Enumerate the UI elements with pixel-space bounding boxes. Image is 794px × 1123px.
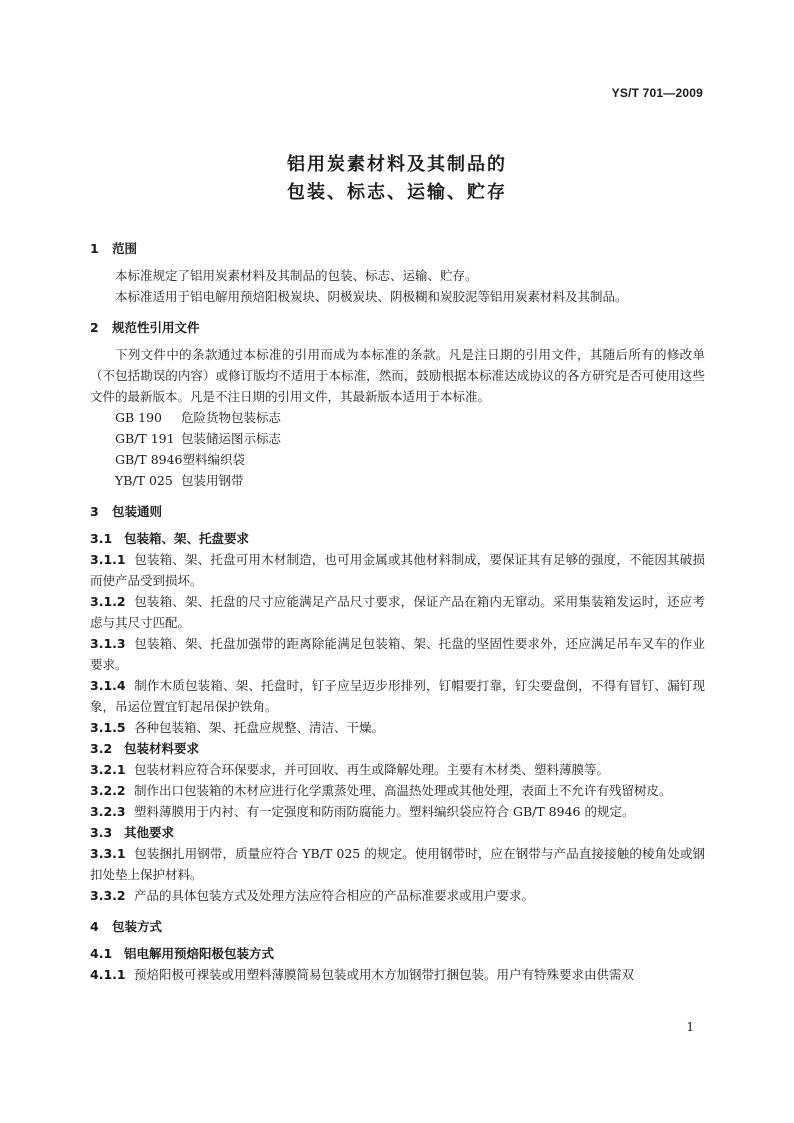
subsection-number: 3.2 — [90, 741, 113, 756]
clause-text: 包装箱、架、托盘的尺寸应能满足产品尺寸要求，保证产品在箱内无窜动。采用集装箱发运时，还应考虑与其尺寸匹配。 — [90, 594, 705, 630]
clause-number: 3.3.2 — [90, 888, 126, 903]
subsection-number: 3.1 — [90, 531, 113, 546]
section-heading-4 — [90, 916, 705, 937]
clause-number: 3.2.1 — [90, 762, 126, 777]
clause-text: 预焙阳极可裸装或用塑料薄膜简易包装或用木方加钢带打捆包装。用户有特殊要求由供需双 — [134, 967, 635, 982]
document-title-line-2: 包装、标志、运输、贮存 — [287, 182, 507, 203]
clause-3-1-2 — [90, 591, 705, 633]
clause-text: 包装捆扎用钢带，质量应符合 YB/T 025 的规定。使用钢带时，应在钢带与产品直接接触的棱角处或钢扣处垫上保护材料。 — [90, 846, 705, 882]
subsection-heading-4-1 — [90, 943, 705, 964]
clause-text: 产品的具体包装方式及处理方法应符合相应的产品标准要求或用户要求。 — [134, 888, 535, 903]
section-title: 范围 — [112, 241, 138, 256]
clause-3-1-1 — [90, 549, 705, 591]
reference-title: 包装用钢带 — [181, 473, 244, 488]
clause-3-2-1 — [90, 759, 705, 780]
subsection-title: 铝电解用预焙阳极包装方式 — [124, 946, 275, 961]
reference-code: GB/T 8946 — [115, 452, 183, 467]
subsection-number: 4.1 — [90, 946, 113, 961]
section-number: 4 — [90, 919, 99, 934]
clause-text: 制作出口包装箱的木材应进行化学熏蒸处理、高温热处理或其他处理，表面上不允许有残留树皮。 — [134, 783, 672, 798]
section-heading-2 — [90, 317, 705, 338]
clause-number: 3.1.3 — [90, 636, 126, 651]
reference-title: 包装储运图示标志 — [181, 431, 282, 446]
clause-3-1-5 — [90, 717, 705, 738]
reference-code: GB/T 191 — [115, 431, 175, 446]
clause-number: 3.1.5 — [90, 720, 126, 735]
clause-3-2-2 — [90, 780, 705, 801]
subsection-heading-3-2 — [90, 738, 705, 759]
clause-text: 各种包装箱、架、托盘应规整、清洁、干燥。 — [134, 720, 385, 735]
paragraph: 本标准适用于铝电解用预焙阳极炭块、阴极炭块、阴极糊和炭胶泥等铝用炭素材料及其制品。 — [115, 289, 628, 304]
subsection-title: 包装箱、架、托盘要求 — [124, 531, 250, 546]
paragraph: 下列文件中的条款通过本标准的引用而成为本标准的条款。凡是注日期的引用文件，其随后所有的修改单（不包括勘误的内容）或修订版均不适用于本标准，然而，鼓励根据本标准达成协议的各方研究是否可使用这些文件的最新版本。凡是不注日期的引用文件，其最新版本适用于本标准。 — [90, 347, 705, 404]
clause-text: 包装材料应符合环保要求，并可回收、再生或降解处理。主要有木材类、塑料薄膜等。 — [134, 762, 610, 777]
clause-3-3-1 — [90, 843, 705, 885]
clause-number: 4.1.1 — [90, 967, 126, 982]
reference-title: 塑料编织袋 — [182, 452, 246, 467]
reference-item — [90, 428, 705, 449]
clause-3-1-3 — [90, 633, 705, 675]
section-number: 3 — [90, 504, 99, 519]
subsection-title: 包装材料要求 — [124, 741, 200, 756]
subsection-title: 其他要求 — [124, 825, 175, 840]
section-title: 规范性引用文件 — [112, 320, 200, 335]
clause-number: 3.3.1 — [90, 846, 126, 861]
subsection-heading-3-1 — [90, 528, 705, 549]
clause-number: 3.1.1 — [90, 552, 126, 567]
clause-number: 3.1.2 — [90, 594, 126, 609]
clause-3-2-3 — [90, 801, 705, 822]
reference-item — [90, 407, 705, 428]
clause-text: 包装箱、架、托盘加强带的距离除能满足包装箱、架、托盘的坚固性要求外，还应满足吊车叉车的作业要求。 — [90, 636, 705, 672]
reference-title: 危险货物包装标志 — [181, 410, 282, 425]
clause-text: 制作木质包装箱、架、托盘时，钉子应呈迈步形排列，钉帽要打靠，钉尖要盘倒，不得有冒钉、漏钉现象，吊运位置宜钉起吊保护铁角。 — [90, 678, 705, 714]
clause-number: 3.2.3 — [90, 804, 126, 819]
section-heading-1 — [90, 238, 705, 259]
section-title: 包装方式 — [112, 919, 163, 934]
clause-text: 包装箱、架、托盘可用木材制造，也可用金属或其他材料制成，要保证其有足够的强度，不能因其破损而使产品受到损坏。 — [90, 552, 705, 588]
page-number: 1 — [686, 1020, 694, 1034]
reference-code: YB/T 025 — [115, 473, 173, 488]
reference-item — [90, 470, 705, 491]
section-title: 包装通则 — [112, 504, 163, 519]
reference-code: GB 190 — [115, 410, 163, 425]
document-body — [90, 238, 705, 985]
reference-item — [90, 449, 705, 470]
section-number: 2 — [90, 320, 99, 335]
clause-3-3-2 — [90, 885, 705, 906]
section-heading-3 — [90, 501, 705, 522]
clause-3-1-4 — [90, 675, 705, 717]
section-number: 1 — [90, 241, 99, 256]
subsection-heading-3-3 — [90, 822, 705, 843]
paragraph: 本标准规定了铝用炭素材料及其制品的包装、标志、运输、贮存。 — [115, 268, 478, 283]
clause-number: 3.1.4 — [90, 678, 126, 693]
subsection-number: 3.3 — [90, 825, 113, 840]
document-title-line-1: 铝用炭素材料及其制品的 — [287, 154, 507, 175]
clause-number: 3.2.2 — [90, 783, 126, 798]
clause-4-1-1 — [90, 964, 705, 985]
standard-number: YS/T 701—2009 — [611, 86, 703, 100]
clause-text: 塑料薄膜用于内衬、有一定强度和防雨防腐能力。塑料编织袋应符合 GB/T 8946 的规定。 — [134, 804, 635, 819]
